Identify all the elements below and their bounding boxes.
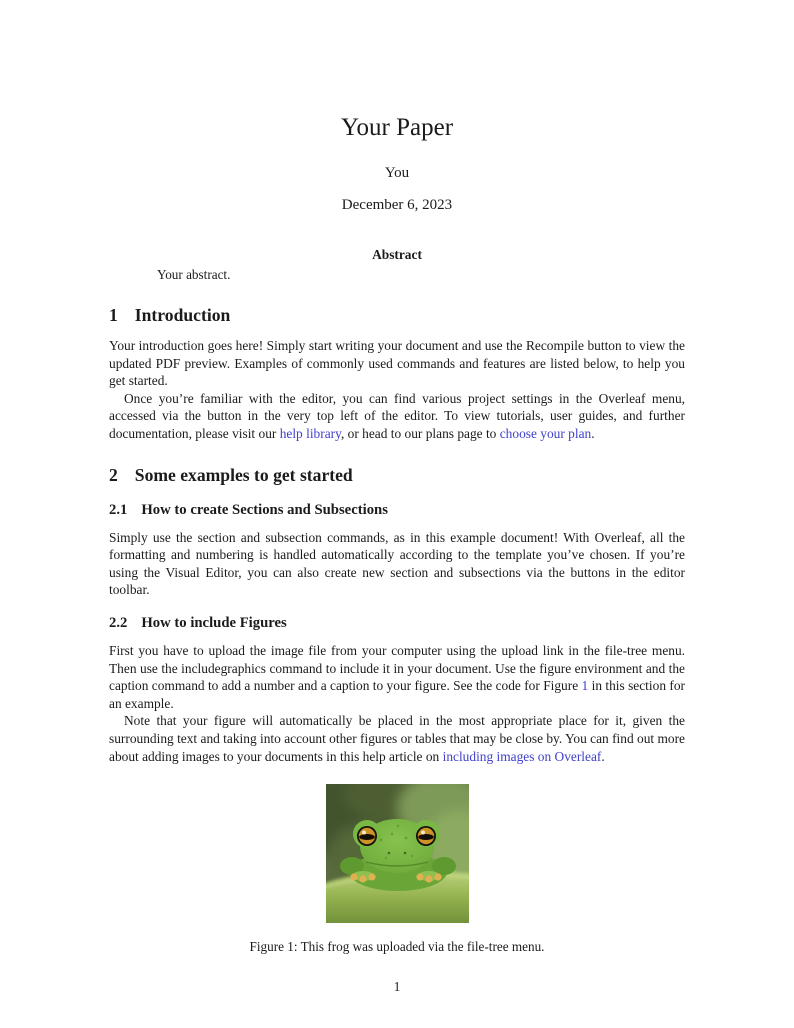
choose-your-plan-link[interactable]: choose your plan bbox=[499, 425, 592, 441]
frog-photo-image bbox=[326, 784, 469, 923]
intro-paragraph-1 bbox=[109, 337, 685, 390]
paragraph-text: Simply use the section and subsection commands, as in this example document! With Overleaf, all the formatting and numbering is handled automatically according to the template you’ve chosen. If you’re using the Visual Editor, you can also create new section and subsections via the buttons in the editor toolbar. bbox=[109, 529, 685, 598]
paragraph-text: . bbox=[591, 425, 595, 441]
including-images-on-overleaf-link[interactable]: including images on Overleaf bbox=[442, 748, 602, 764]
help-library-link[interactable]: help library bbox=[279, 425, 341, 441]
abstract-text: Your abstract. bbox=[157, 267, 231, 282]
subsection-title: How to create Sections and Subsections bbox=[141, 501, 388, 518]
intro-paragraph-2 bbox=[109, 390, 685, 443]
figure-1-block bbox=[109, 784, 685, 955]
subsection-2-1-paragraph bbox=[109, 529, 685, 599]
section-title: Introduction bbox=[134, 305, 231, 325]
section-heading-introduction bbox=[109, 304, 685, 326]
paragraph-text: in this section for an example. bbox=[109, 678, 685, 711]
subsection-title: How to include Figures bbox=[141, 614, 287, 631]
subsection-heading-figures bbox=[109, 614, 685, 633]
section-heading-examples bbox=[109, 464, 685, 486]
subsection-heading-sections bbox=[109, 501, 685, 520]
paragraph-text: Note that your figure will automatically be placed in the most appropriate place for it, given the surrounding text and taking into account other figures or tables that may be close by. You can find out more about adding images to your documents in this help article on bbox=[109, 713, 685, 764]
paragraph-text: , or head to our plans page to bbox=[340, 425, 500, 441]
abstract-heading: Abstract bbox=[372, 247, 422, 262]
section-number: 2 bbox=[109, 464, 118, 485]
subsection-number: 2.1 bbox=[109, 501, 128, 518]
figure-1-reference-link[interactable]: 1 bbox=[581, 678, 589, 694]
page-number: 1 bbox=[393, 979, 401, 994]
paper-date: December 6, 2023 bbox=[341, 197, 453, 213]
paper-author: You bbox=[384, 165, 410, 181]
paragraph-text: Once you’re familiar with the editor, you can find various project settings in the Overleaf menu, accessed via the button in the very top left of the editor. To view tutorials, user guides, and further documentation, please visit our bbox=[109, 390, 685, 441]
section-title: Some examples to get started bbox=[134, 464, 353, 485]
paragraph-text: First you have to upload the image file from your computer using the upload link in the file-tree menu. Then use the includegraphics command to include it in your document. Use the figure environment and the caption command to add a number and a caption to your figure. See the code for Figure bbox=[109, 642, 685, 694]
subsection-number: 2.2 bbox=[109, 614, 128, 631]
paragraph-text: Your introduction goes here! Simply start writing your document and use the Recompile button to view the updated PDF preview. Examples of commonly used commands and features are listed below, to help you get started. bbox=[109, 338, 685, 389]
paragraph-text: . bbox=[601, 748, 605, 764]
figures-paragraph-2 bbox=[109, 712, 685, 765]
paper-title: Your Paper bbox=[340, 114, 454, 141]
paper-content bbox=[109, 112, 685, 955]
section-number: 1 bbox=[109, 305, 118, 325]
figures-paragraph-1 bbox=[109, 642, 685, 712]
figure-1-caption: Figure 1: This frog was uploaded via the file-tree menu. bbox=[249, 939, 545, 955]
